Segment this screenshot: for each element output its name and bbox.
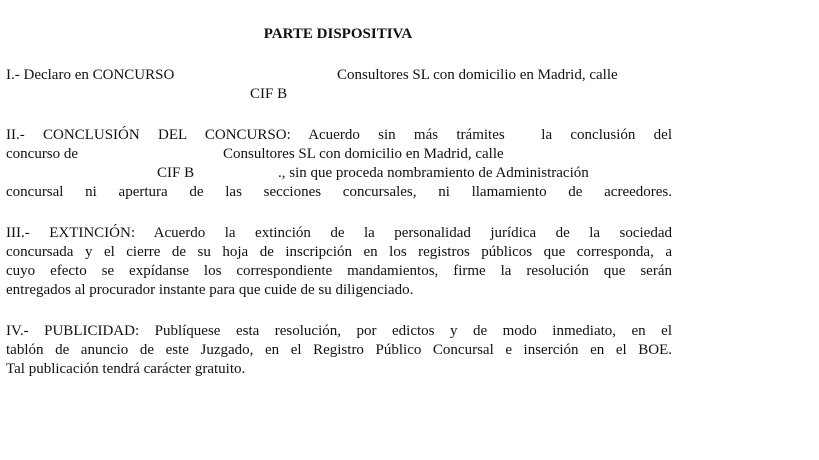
p2-line4: concursal ni apertura de las secciones concursales, ni llamamiento de acreedores. xyxy=(6,184,672,200)
document-title: PARTE DISPOSITIVA xyxy=(263,26,413,42)
p2-line1: II.- CONCLUSIÓN DEL CONCURSO: Acuerdo sin más trámites la conclusión del xyxy=(6,127,672,143)
p2-line3-cif: CIF B xyxy=(157,165,195,181)
p1-line1-end: Consultores SL con domicilio en Madrid, calle xyxy=(337,67,618,83)
p2-line3-end: ., sin que proceda nombramiento de Administración xyxy=(278,165,589,181)
p2-line2-start: concurso de xyxy=(6,146,79,162)
p1-line2-cif: CIF B xyxy=(250,86,288,102)
p3-line1: III.- EXTINCIÓN: Acuerdo la extinción de la personalidad jurídica de la sociedad xyxy=(6,225,672,241)
p3-line3: cuyo efecto se expídanse los correspondiente mandamientos, firme la resolución que serán xyxy=(6,263,672,279)
p2-line2-end: Consultores SL con domicilio en Madrid, calle xyxy=(223,146,504,162)
p4-line2: tablón de anuncio de este Juzgado, en el Registro Público Concursal e inserción en el BOE. xyxy=(6,342,672,358)
p1-line1-start: I.- Declaro en CONCURSO xyxy=(6,67,175,83)
p4-line3: Tal publicación tendrá carácter gratuito. xyxy=(6,361,246,377)
p3-line2: concursada y el cierre de su hoja de inscripción en los registros públicos que corresponda, a xyxy=(6,244,672,260)
p4-line1: IV.- PUBLICIDAD: Publíquese esta resolución, por edictos y de modo inmediato, en el xyxy=(6,323,672,339)
p3-line4: entregados al procurador instante para que cuide de su diligenciado. xyxy=(6,282,414,298)
